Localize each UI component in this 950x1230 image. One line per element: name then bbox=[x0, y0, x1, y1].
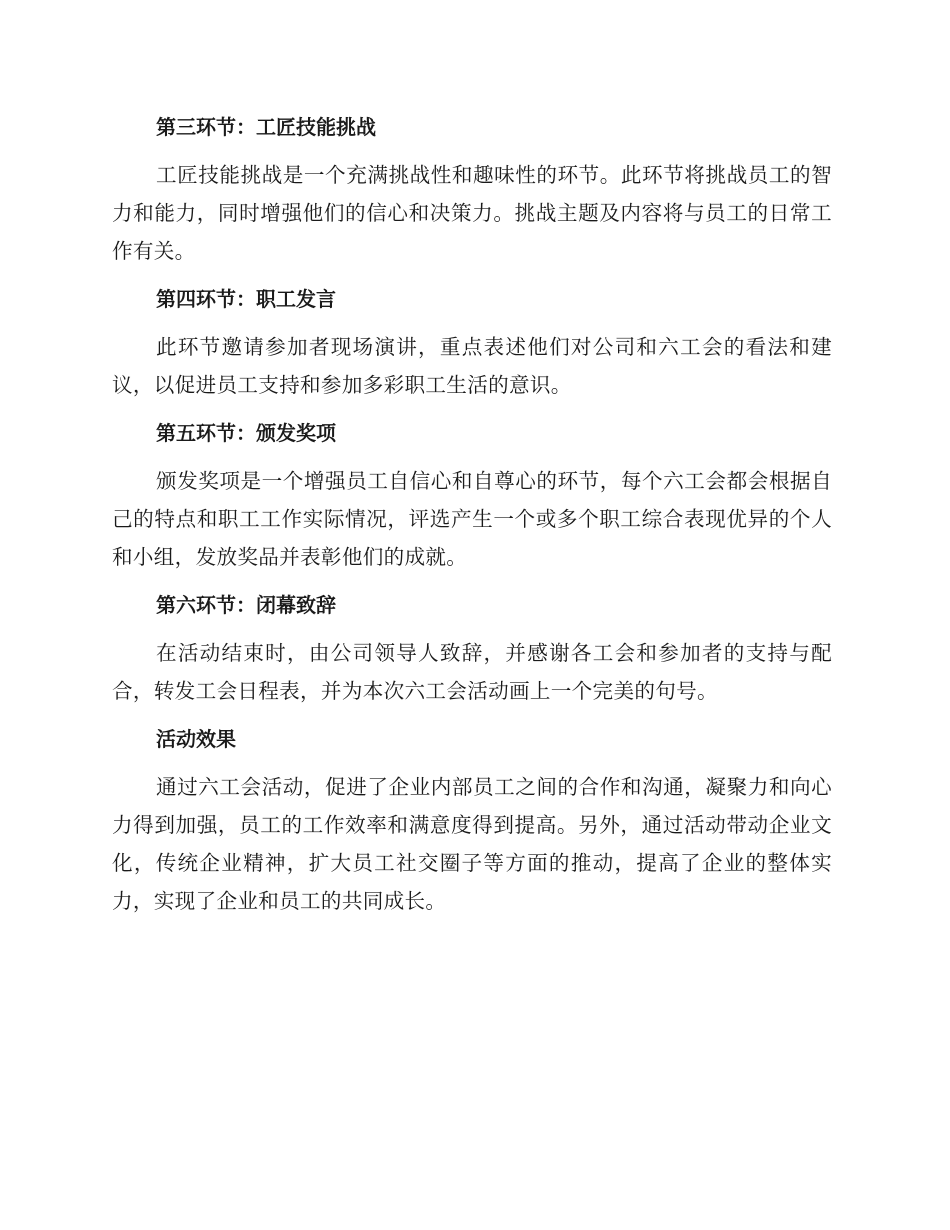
section-body-activity-effect: 通过六工会活动，促进了企业内部员工之间的合作和沟通，凝聚力和向心力得到加强，员工的工作效率和满意度得到提高。另外，通过活动带动企业文化，传统企业精神，扩大员工社交圈子等方面的推动，提高了企业的整体实力，实现了企业和员工的共同成长。 bbox=[112, 775, 832, 913]
section-heading-employee-speech: 第四环节：职工发言 bbox=[156, 287, 336, 311]
section-heading-skill-challenge: 第三环节：工匠技能挑战 bbox=[156, 115, 376, 139]
document-page bbox=[112, 108, 832, 930]
section-heading-awards: 第五环节：颁发奖项 bbox=[156, 421, 336, 445]
section-body-employee-speech: 此环节邀请参加者现场演讲，重点表述他们对公司和六工会的看法和建议，以促进员工支持和参加多彩职工生活的意识。 bbox=[112, 335, 832, 397]
section-body-awards: 颁发奖项是一个增强员工自信心和自尊心的环节，每个六工会都会根据自己的特点和职工工作实际情况，评选产生一个或多个职工综合表现优异的个人和小组，发放奖品并表彰他们的成就。 bbox=[112, 469, 832, 569]
section-heading-closing-speech: 第六环节：闭幕致辞 bbox=[156, 593, 336, 617]
section-body-skill-challenge: 工匠技能挑战是一个充满挑战性和趣味性的环节。此环节将挑战员工的智力和能力，同时增强他们的信心和决策力。挑战主题及内容将与员工的日常工作有关。 bbox=[112, 163, 832, 263]
section-body-closing-speech: 在活动结束时，由公司领导人致辞，并感谢各工会和参加者的支持与配合，转发工会日程表，并为本次六工会活动画上一个完美的句号。 bbox=[112, 641, 832, 703]
section-heading-activity-effect: 活动效果 bbox=[156, 727, 236, 751]
